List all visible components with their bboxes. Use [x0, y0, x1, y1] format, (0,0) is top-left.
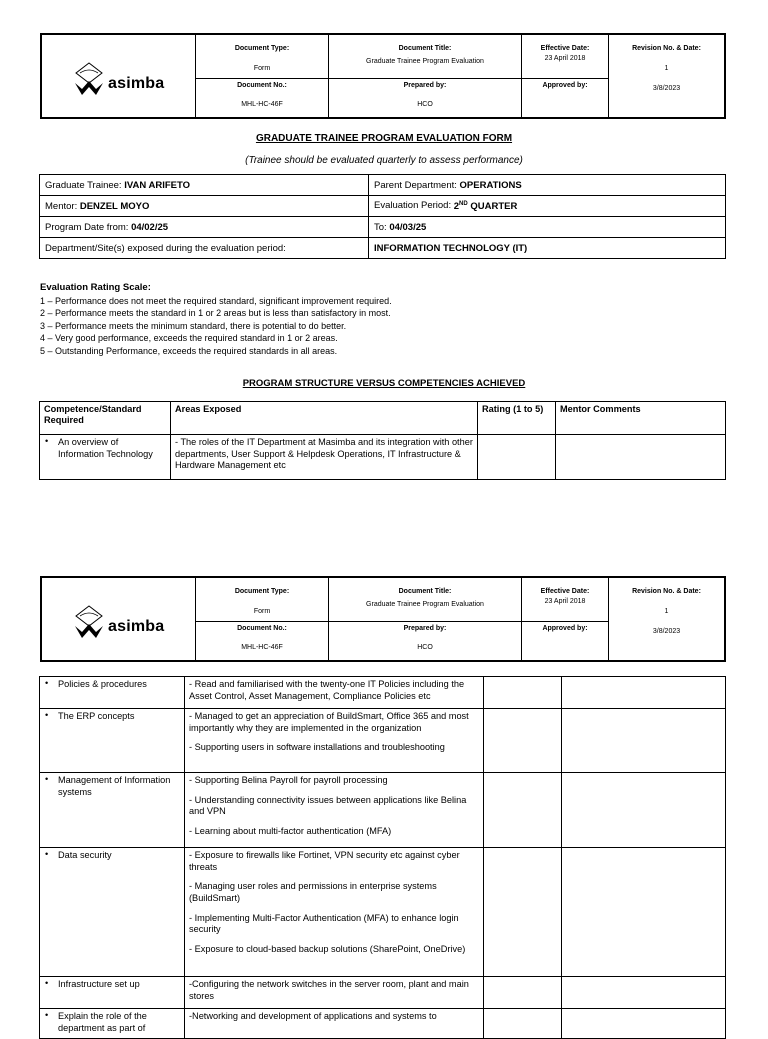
- approved-cell: [522, 78, 609, 118]
- comments-cell[interactable]: [562, 709, 726, 773]
- revision-label: Revision No. & Date:: [632, 588, 701, 595]
- rating-scale-item: 5 – Outstanding Performance, exceeds the required standards in all areas.: [40, 345, 338, 356]
- logo-cell: [41, 34, 196, 118]
- comments-cell[interactable]: [562, 773, 726, 848]
- doc-type-label: Document Type:: [234, 588, 290, 595]
- revision-no: 1: [664, 65, 669, 72]
- effective-date-cell: [522, 34, 609, 78]
- table-row: [40, 848, 726, 977]
- logo-text: asimba: [108, 75, 165, 92]
- comments-cell[interactable]: [562, 848, 726, 977]
- program-from-value: 04/02/25: [131, 221, 169, 233]
- column-header-rating: Rating (1 to 5): [478, 402, 556, 435]
- doc-type-cell: [196, 577, 329, 621]
- trainee-cell: Graduate Trainee: IVAN ARIFETO: [40, 175, 369, 196]
- program-to-cell: To: 04/03/25: [369, 217, 726, 238]
- doc-type-cell: [196, 34, 329, 78]
- effective-date-value: 23 April 2018: [544, 55, 586, 62]
- competence-cell: • The ERP concepts: [40, 709, 185, 773]
- column-header-comments: Mentor Comments: [556, 402, 726, 435]
- doc-type-value: Form: [253, 65, 271, 72]
- revision-cell: [609, 577, 726, 661]
- approved-label: Approved by:: [542, 624, 588, 632]
- rating-cell[interactable]: [478, 435, 556, 480]
- table-row: [40, 977, 726, 1009]
- doc-no-value: MHL-HC-46F: [241, 100, 283, 108]
- areas-cell: - Supporting Belina Payroll for payroll processing - Understanding connectivity issues between applications like Belina and VPN - Learning about multi-factor authentication (MFA): [185, 773, 484, 848]
- rating-scale-item: 4 – Very good performance, exceeds the required standard in 1 or 2 areas.: [40, 333, 338, 344]
- effective-date-label: Effective Date:: [540, 45, 590, 52]
- prepared-label: Prepared by:: [403, 81, 447, 89]
- competencies-table: [39, 401, 726, 480]
- competence-cell: • Policies & procedures: [40, 677, 185, 709]
- eval-period-cell: Evaluation Period: 2ND QUARTER: [369, 196, 726, 217]
- doc-no-value: MHL-HC-46F: [241, 643, 283, 651]
- rating-cell[interactable]: [484, 977, 562, 1009]
- doc-title-label: Document Title:: [398, 45, 452, 52]
- doc-no-cell: [196, 621, 329, 661]
- table-row: [40, 709, 726, 773]
- approved-cell: [522, 621, 609, 661]
- competence-cell: • Management of Information systems: [40, 773, 185, 848]
- masimba-logo-icon: [72, 61, 106, 97]
- competence-cell: • An overview of Information Technology: [40, 435, 171, 480]
- mentor-name: DENZEL MOYO: [79, 200, 150, 212]
- areas-cell: - Exposure to firewalls like Fortinet, VPN security etc against cyber threats - Managing user roles and permissions in enterprise systems (BuildSmart) - Implementing Multi-Factor Authentication (MFA) to enhance login security - Exposure to cloud-based backup solutions (SharePoint, OneDrive): [185, 848, 484, 977]
- areas-cell: - Managed to get an appreciation of BuildSmart, Office 365 and most importantly why they are implemented in the organization - Supporting users in software installations and troubleshooting: [185, 709, 484, 773]
- competence-cell: • Data security: [40, 848, 185, 977]
- areas-cell: -Configuring the network switches in the server room, plant and main stores: [185, 977, 484, 1009]
- trainee-name: IVAN ARIFETO: [124, 179, 191, 191]
- prepared-cell: [329, 621, 522, 661]
- competencies-table-continued: [39, 676, 726, 1039]
- logo-text: asimba: [108, 618, 165, 635]
- revision-label: Revision No. & Date:: [632, 45, 701, 52]
- comments-cell[interactable]: [562, 677, 726, 709]
- table-row: [40, 677, 726, 709]
- program-to-value: 04/03/25: [389, 221, 427, 233]
- rating-cell[interactable]: [484, 848, 562, 977]
- rating-cell[interactable]: [484, 677, 562, 709]
- doc-no-label: Document No.:: [237, 624, 287, 632]
- form-subtitle: (Trainee should be evaluated quarterly to assess performance): [245, 155, 523, 166]
- section-title: PROGRAM STRUCTURE VERSUS COMPETENCIES ACHIEVED: [242, 378, 526, 389]
- rating-cell[interactable]: [484, 709, 562, 773]
- program-from-cell: Program Date from: 04/02/25: [40, 217, 369, 238]
- eval-period-value: 2ND QUARTER: [453, 200, 518, 212]
- rating-scale: [40, 281, 392, 358]
- revision-date: 3/8/2023: [652, 628, 681, 635]
- trainee-info-table: [39, 174, 726, 259]
- rating-scale-item: 1 – Performance does not meet the required standard, significant improvement required.: [40, 295, 392, 306]
- doc-no-label: Document No.:: [237, 81, 287, 89]
- doc-title-label: Document Title:: [398, 588, 452, 595]
- revision-cell: [609, 34, 726, 118]
- mentor-cell: Mentor: DENZEL MOYO: [40, 196, 369, 217]
- approved-label: Approved by:: [542, 81, 588, 89]
- effective-date-cell: [522, 577, 609, 621]
- form-title: GRADUATE TRAINEE PROGRAM EVALUATION FORM: [255, 133, 513, 144]
- dept-exposed-label: Department/Site(s) exposed during the evaluation period:: [40, 238, 369, 259]
- table-row: [40, 773, 726, 848]
- areas-cell: -Networking and development of applications and systems to: [185, 1009, 484, 1039]
- prepared-cell: [329, 78, 522, 118]
- rating-scale-title: Evaluation Rating Scale:: [40, 282, 151, 293]
- dept-exposed-value: INFORMATION TECHNOLOGY (IT): [369, 238, 726, 259]
- doc-type-label: Document Type:: [234, 45, 290, 52]
- parent-dept-cell: Parent Department: OPERATIONS: [369, 175, 726, 196]
- comments-cell[interactable]: [562, 977, 726, 1009]
- effective-date-label: Effective Date:: [540, 588, 590, 595]
- masimba-logo-icon: [72, 604, 106, 640]
- document-header: [40, 576, 726, 662]
- rating-scale-item: 3 – Performance meets the minimum standard, there is potential to do better.: [40, 320, 347, 331]
- prepared-value: HCO: [417, 100, 433, 108]
- column-header-competence: Competence/Standard Required: [40, 402, 171, 435]
- parent-dept-value: OPERATIONS: [459, 179, 522, 191]
- areas-cell: - Read and familiarised with the twenty-one IT Policies including the Asset Control, Asset Management, Compliance Policies etc: [185, 677, 484, 709]
- doc-title-value: Graduate Trainee Program Evaluation: [366, 601, 484, 608]
- rating-scale-item: 2 – Performance meets the standard in 1 or 2 areas but is less than satisfactory in most.: [40, 308, 391, 319]
- prepared-value: HCO: [417, 643, 433, 651]
- competence-cell: • Explain the role of the department as part of: [40, 1009, 185, 1039]
- rating-cell[interactable]: [484, 773, 562, 848]
- doc-no-cell: [196, 78, 329, 118]
- table-row: [40, 435, 726, 480]
- doc-title-cell: [329, 34, 522, 78]
- revision-no: 1: [664, 608, 669, 615]
- effective-date-value: 23 April 2018: [544, 598, 586, 605]
- competence-cell: • Infrastructure set up: [40, 977, 185, 1009]
- document-header: [40, 33, 726, 119]
- doc-type-value: Form: [253, 608, 271, 615]
- doc-title-cell: [329, 577, 522, 621]
- comments-cell[interactable]: [556, 435, 726, 480]
- doc-title-value: Graduate Trainee Program Evaluation: [366, 58, 484, 65]
- column-header-areas: Areas Exposed: [171, 402, 478, 435]
- revision-date: 3/8/2023: [652, 85, 681, 92]
- prepared-label: Prepared by:: [403, 624, 447, 632]
- areas-cell: - The roles of the IT Department at Masimba and its integration with other departments, User Support & Helpdesk Operations, IT Infrastructure & Hardware Management etc: [171, 435, 478, 480]
- logo-cell: [41, 577, 196, 661]
